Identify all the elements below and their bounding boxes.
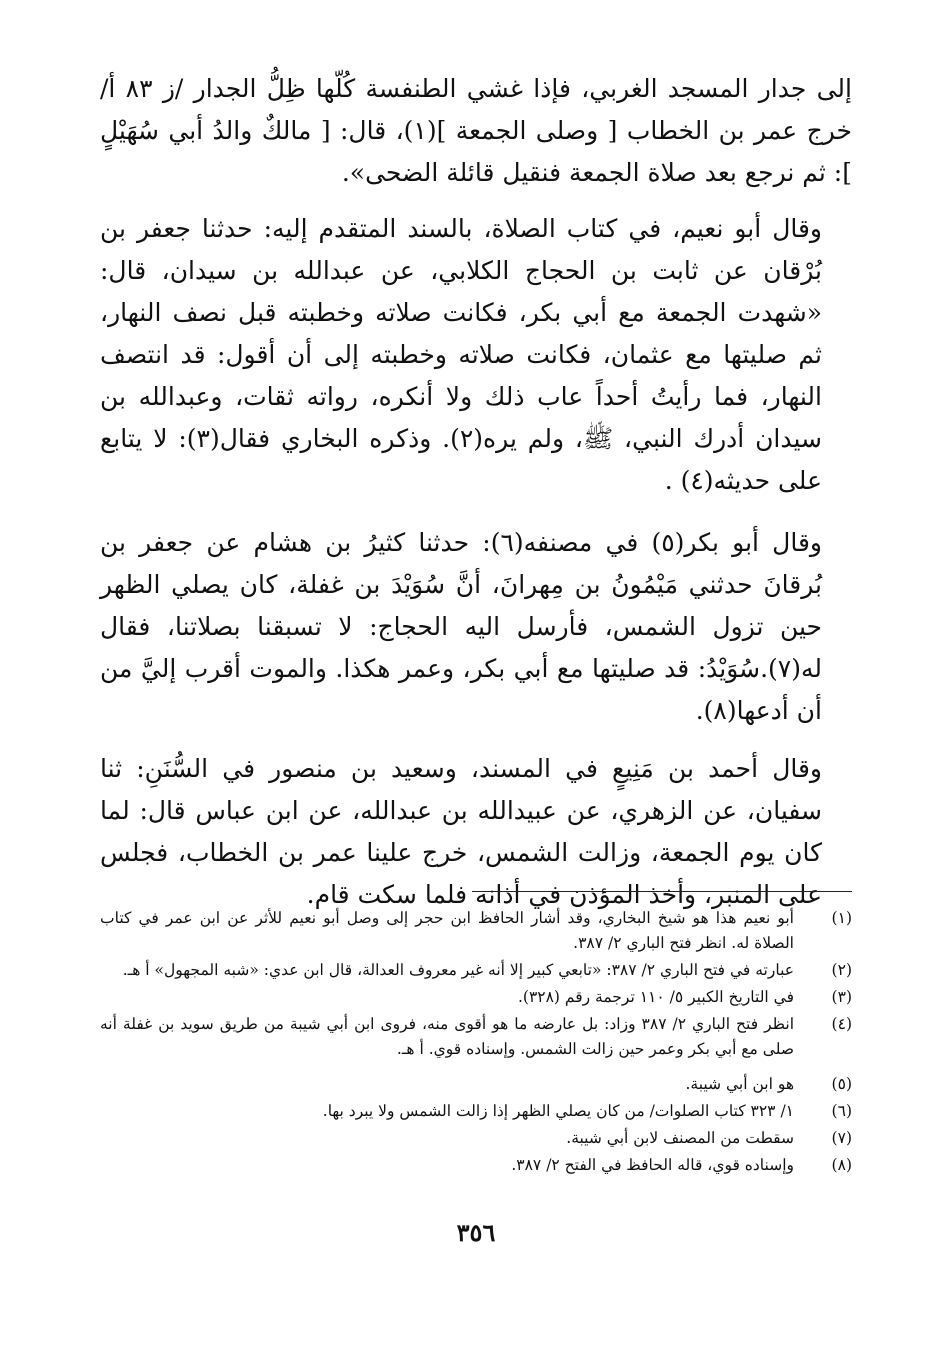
footnote-number: (٤) <box>831 1015 852 1033</box>
footnote-8 <box>100 1153 852 1178</box>
footnote-number: (٦) <box>831 1102 852 1120</box>
footnote-text: سقطت من المصنف لابن أبي شيبة. <box>566 1129 794 1147</box>
paragraph-1: إلى جدار المسجد الغربي، فإذا غشي الطنفسة كُلّها ظِلُّ الجدار /ز ٨٣ أ/ خرج عمر بن الخطاب [ وصلى الجمعة ](١)، قال: [ مالكٌ والدُ أبي سُهَيْلٍ ]: ثم نرجع بعد صلاة الجمعة فنقيل قائلة الضحى». <box>100 74 852 187</box>
footnote-text: أبو نعيم هذا هو شيخ البخاري، وقد أشار الحافظ ابن حجر إلى وصل أبو نعيم للأثر عن ابن عمر في كتاب الصلاة له. انظر فتح الباري ٢/ ٣٨٧. <box>100 909 794 952</box>
footnote-3 <box>100 985 852 1010</box>
footnote-text: ١/ ٣٢٣ كتاب الصلوات/ من كان يصلي الظهر إذا زالت الشمس ولا يبرد بها. <box>322 1102 794 1120</box>
page-number: ٣٥٦ <box>456 1218 496 1247</box>
paragraph-4: وقال أحمد بن مَنِيعٍ في المسند، وسعيد بن منصور في السُّنَنِ: ثنا سفيان، عن الزهري، عن عبيدالله بن عبدالله، عن ابن عباس قال: لما كان يوم الجمعة، وزالت الشمس، خرج علينا عمر بن الخطاب، فجلس على المنبر، وأخذ المؤذن في أذانه فلما سكت قام. <box>100 754 822 909</box>
footnote-number: (٢) <box>831 961 852 979</box>
footnote-text: هو ابن أبي شيبة. <box>685 1075 794 1093</box>
footnote-number: (١) <box>831 909 852 927</box>
footnotes <box>100 906 852 1180</box>
paragraph-2: وقال أبو نعيم، في كتاب الصلاة، بالسند المتقدم إليه: حدثنا جعفر بن بُرْقان عن ثابت بن الحجاج الكلابي، عن عبدالله بن سيدان، قال: «شهدت الجمعة مع أبي بكر، فكانت صلاته وخطبته قبل نصف النهار، ثم صليتها مع عثمان، فكانت صلاته وخطبته إلى أن أقول: قد انتصف النهار، فما رأيتُ أحداً عاب ذلك ولا أنكره، رواته ثقات، وعبدالله بن سيدان أدرك النبي، ﷺ، ولم يره(٢). وذكره البخاري فقال(٣): لا يتابع على حديثه(٤) . <box>100 214 822 495</box>
footnote-1 <box>100 906 852 956</box>
paragraph-3: وقال أبو بكر(٥) في مصنفه(٦): حدثنا كثيرُ بن هشام عن جعفر بن بُرقانَ حدثني مَيْمُونُ بن مِهرانَ، أنَّ سُوَيْدَ بن غفلة، كان يصلي الظهر حين تزول الشمس، فأرسل اليه الحجاج: لا تسبقنا بصلاتنا، فقال له(٧).سُوَيْدُ: قد صليتها مع أبي بكر، وعمر هكذا. والموت أقرب إليَّ من أن أدعها(٨). <box>100 528 822 725</box>
footnote-6 <box>100 1099 852 1124</box>
footnote-5 <box>100 1072 852 1097</box>
main-text <box>100 68 852 916</box>
footnote-text: وإسناده قوي، قاله الحافظ في الفتح ٢/ ٣٨٧. <box>511 1156 794 1174</box>
footnote-7 <box>100 1126 852 1151</box>
footnote-number: (٣) <box>831 988 852 1006</box>
footnote-number: (٨) <box>831 1156 852 1174</box>
book-page <box>100 68 852 1365</box>
footnote-number: (٧) <box>831 1129 852 1147</box>
footnote-text: انظر فتح الباري ٢/ ٣٨٧ وزاد: بل عارضه ما هو أقوى منه، فروى ابن أبي شيبة من طريق سويد بن غفلة أنه صلى مع أبي بكر وعمر حين زالت الشمس. وإسناده قوي. أ هـ. <box>100 1015 795 1058</box>
footnote-text: عبارته في فتح الباري ٢/ ٣٨٧: «تابعي كبير إلا أنه غير معروف العدالة، قال ابن عدي: «شبه المجهول» أ هـ. <box>122 961 794 979</box>
footnote-separator <box>472 891 852 892</box>
footnote-2 <box>100 958 852 983</box>
footnote-number: (٥) <box>831 1075 852 1093</box>
footnote-4 <box>100 1012 852 1062</box>
footnote-text: في التاريخ الكبير ٥/ ١١٠ ترجمة رقم (٣٢٨). <box>517 988 794 1006</box>
